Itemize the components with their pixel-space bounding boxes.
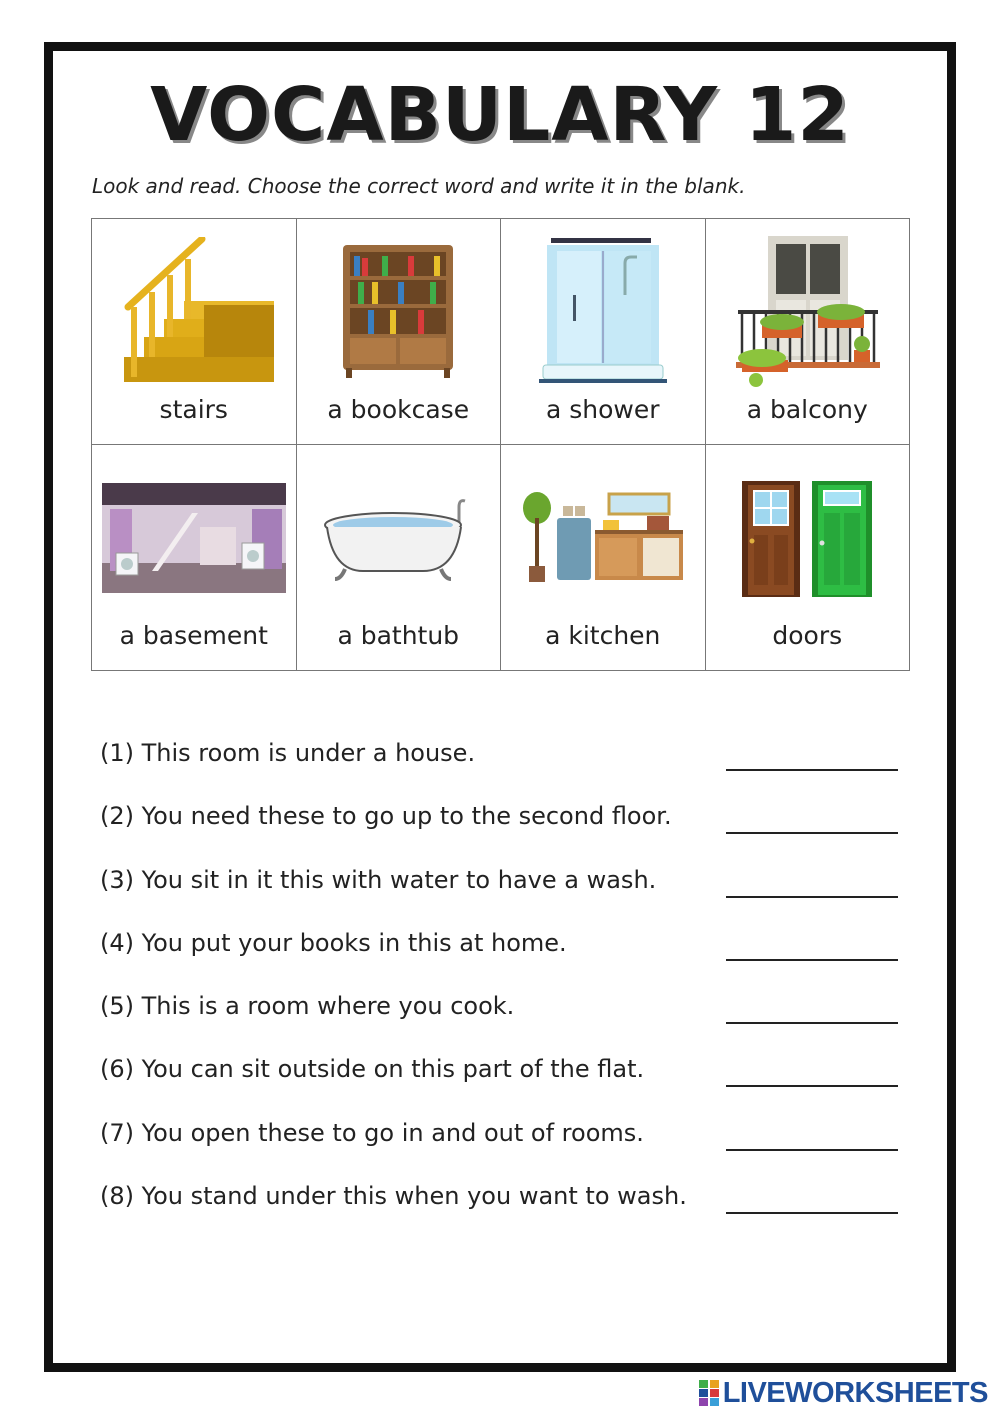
card-label: a balcony	[746, 395, 868, 424]
question-text: (5) This is a room where you cook.	[100, 992, 515, 1021]
card-shower	[501, 219, 706, 445]
stairs-icon	[92, 227, 296, 397]
card-bookcase	[296, 219, 501, 445]
card-label: a bathtub	[337, 621, 460, 650]
question-5	[100, 988, 900, 1051]
balcony-icon	[706, 227, 910, 397]
question-text: (8) You stand under this when you want to wash.	[100, 1182, 687, 1211]
card-label: a shower	[545, 395, 660, 424]
question-text: (1) This room is under a house.	[100, 739, 476, 767]
card-kitchen	[501, 445, 706, 671]
question-4	[100, 925, 900, 988]
answer-blank[interactable]	[726, 1022, 898, 1024]
question-text: (7) You open these to go in and out of rooms.	[100, 1118, 644, 1147]
answer-blank[interactable]	[726, 959, 898, 961]
question-3	[100, 862, 900, 925]
card-label: a bookcase	[327, 395, 470, 424]
instruction-text: Look and read. Choose the correct word and write it in the blank.	[92, 174, 746, 198]
answer-blank[interactable]	[726, 1085, 898, 1087]
basement-icon	[92, 453, 296, 623]
kitchen-icon	[501, 453, 705, 623]
answer-blank[interactable]	[726, 896, 898, 898]
bookcase-icon	[297, 227, 501, 397]
bathtub-icon	[297, 453, 501, 623]
question-text: (2) You need these to go up to the second floor.	[100, 802, 672, 831]
card-label: stairs	[159, 395, 228, 424]
card-basement	[92, 445, 297, 671]
doors-icon	[706, 453, 910, 623]
page-title: VOCABULARY 12	[150, 72, 850, 158]
question-2	[100, 798, 900, 861]
question-text: (6) You can sit outside on this part of the flat.	[100, 1055, 645, 1084]
question-6	[100, 1051, 900, 1114]
card-stairs	[92, 219, 297, 445]
card-label: doors	[772, 621, 843, 650]
question-7	[100, 1115, 900, 1178]
card-balcony	[705, 219, 910, 445]
card-label: a kitchen	[545, 621, 661, 650]
question-1	[100, 735, 900, 798]
liveworksheets-logo[interactable]	[699, 1376, 988, 1410]
answer-blank[interactable]	[726, 832, 898, 834]
answer-blank[interactable]	[726, 1212, 898, 1214]
question-list	[100, 735, 900, 1241]
question-text: (4) You put your books in this at home.	[100, 928, 567, 957]
answer-blank[interactable]	[726, 1149, 898, 1151]
card-bathtub	[296, 445, 501, 671]
shower-icon	[501, 227, 705, 397]
card-doors	[705, 445, 910, 671]
question-8	[100, 1178, 900, 1241]
card-label: a basement	[119, 621, 268, 650]
answer-blank[interactable]	[726, 769, 898, 771]
question-text: (3) You sit in it this with water to have a wash.	[100, 865, 657, 894]
brand-name: LIVEWORKSHEETS	[722, 1376, 988, 1409]
vocabulary-grid	[91, 218, 910, 671]
liveworksheets-mark-icon	[699, 1380, 719, 1406]
